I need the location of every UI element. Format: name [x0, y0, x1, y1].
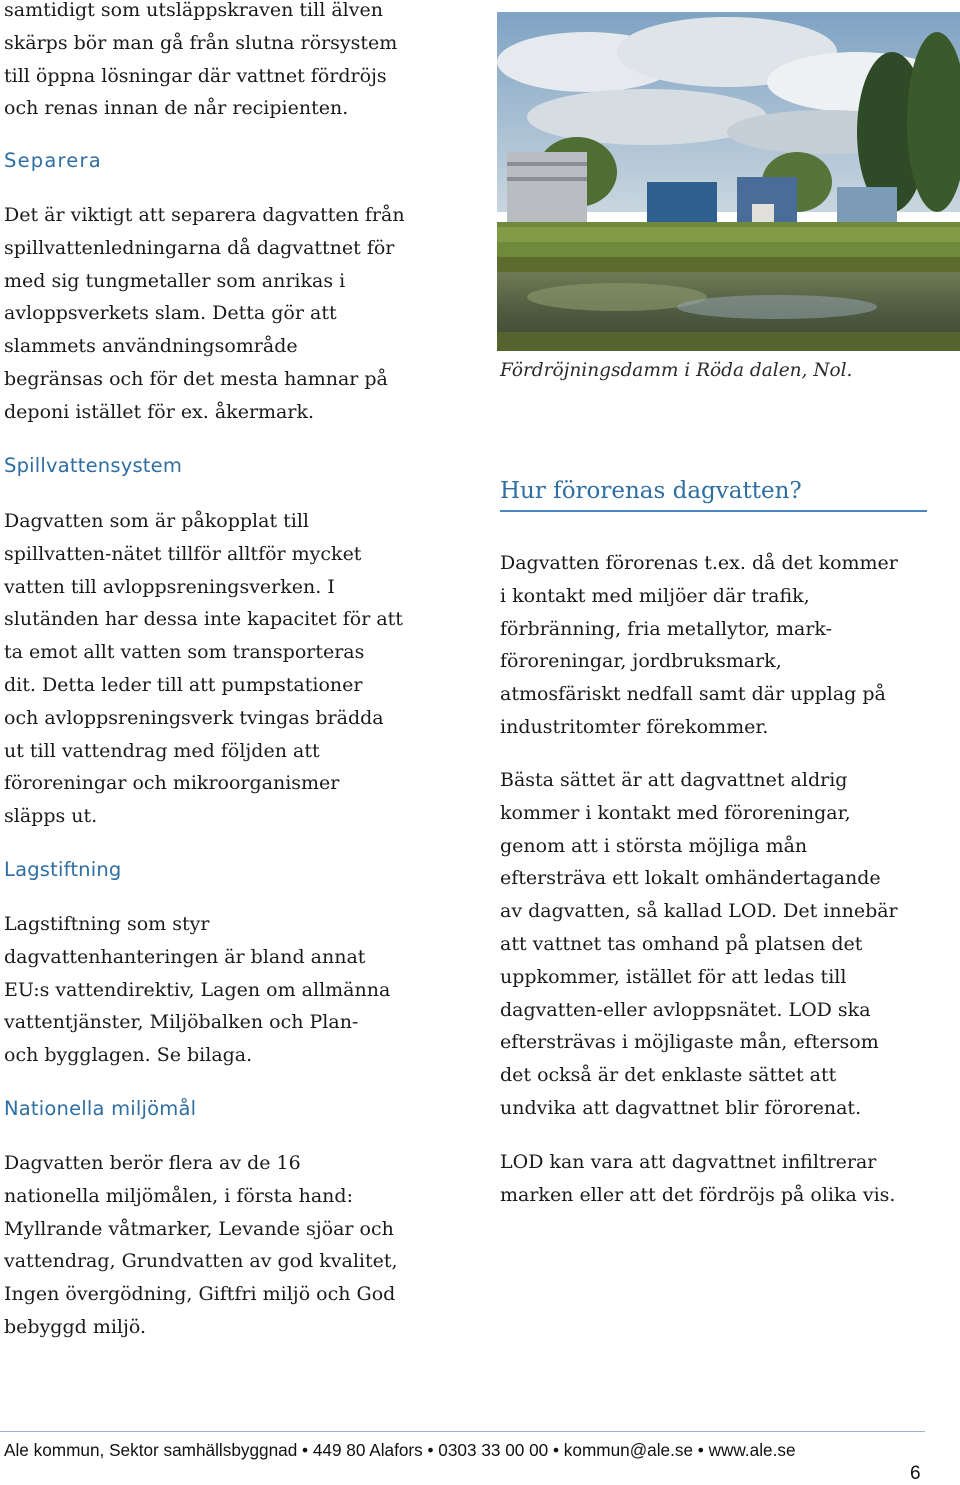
- text-line: samtidigt som utsläppskraven till älven: [4, 0, 383, 21]
- text-line: ta emot allt vatten som transporteras: [4, 641, 365, 664]
- heading-hur-fororenas-dagvatten: Hur förorenas dagvatten?: [500, 478, 927, 512]
- lagstiftning-paragraph: [4, 908, 444, 1072]
- text-line: Bästa sättet är att dagvattnet aldrig: [500, 769, 848, 791]
- text-line: av dagvatten, så kallad LOD. Det innebär: [500, 900, 898, 923]
- text-line: genom att i största möjliga mån: [500, 834, 808, 857]
- text-line: vattentjänster, Miljöbalken och Plan-: [4, 1011, 359, 1034]
- text-line: nationella miljömålen, i första hand:: [4, 1184, 353, 1207]
- photo-caption: Fördröjningsdamm i Röda dalen, Nol.: [500, 360, 853, 381]
- footer-divider: [0, 1431, 925, 1432]
- text-line: Lagstiftning som styr: [4, 913, 210, 935]
- text-line: föroreningar, jordbruksmark,: [500, 650, 782, 673]
- spillvatten-paragraph: [4, 505, 444, 833]
- text-line: industritomter förekommer.: [500, 715, 769, 738]
- text-line: Dagvatten som är påkopplat till: [4, 510, 309, 532]
- text-line: det också är det enklaste sättet att: [500, 1064, 837, 1087]
- text-line: med sig tungmetaller som anrikas i: [4, 269, 346, 292]
- text-line: marken eller att det fördröjs på olika vis.: [500, 1183, 896, 1206]
- text-line: förbränning, fria metallytor, mark-: [500, 617, 832, 640]
- text-line: till öppna lösningar där vattnet fördröjs: [4, 64, 387, 87]
- text-line: och renas innan de når recipienten.: [4, 97, 349, 120]
- text-line: dit. Detta leder till att pumpstationer: [4, 673, 363, 696]
- text-line: eftersträva ett lokalt omhändertagande: [500, 867, 881, 890]
- text-line: Dagvatten förorenas t.ex. då det kommer: [500, 552, 898, 574]
- text-line: i kontakt med miljöer där trafik,: [500, 584, 810, 607]
- text-line: bebyggd miljö.: [4, 1315, 147, 1338]
- pond-photo: [497, 12, 960, 351]
- text-line: spillvattenledningarna då dagvattnet för: [4, 236, 395, 259]
- miljomal-paragraph: [4, 1147, 444, 1344]
- heading-nationella-miljomal: Nationella miljömål: [4, 1097, 197, 1120]
- text-line: kommer i kontakt med föroreningar,: [500, 801, 851, 824]
- page-number: 6: [910, 1463, 921, 1484]
- text-line: Dagvatten berör flera av de 16: [4, 1152, 301, 1174]
- text-line: släpps ut.: [4, 805, 98, 828]
- text-line: atmosfäriskt nedfall samt där upplag på: [500, 683, 886, 706]
- text-line: vattendrag, Grundvatten av god kvalitet,: [4, 1250, 398, 1273]
- heading-lagstiftning: Lagstiftning: [4, 858, 122, 881]
- lod-infiltration-paragraph: [500, 1146, 940, 1212]
- text-line: slutänden har dessa inte kapacitet för att: [4, 608, 403, 631]
- heading-separera: Separera: [4, 149, 102, 172]
- text-line: dagvattenhanteringen är bland annat: [4, 945, 366, 968]
- intro-paragraph: [4, 0, 444, 125]
- text-line: att vattnet tas omhand på platsen det: [500, 932, 863, 955]
- text-line: slammets användningsområde: [4, 335, 298, 358]
- text-line: föroreningar och mikroorganismer: [4, 772, 340, 795]
- text-line: deponi istället för ex. åkermark.: [4, 400, 315, 423]
- text-line: vatten till avloppsreningsverken. I: [4, 575, 335, 598]
- text-line: uppkommer, istället för att ledas till: [500, 965, 847, 988]
- text-line: Ingen övergödning, Giftfri miljö och God: [4, 1283, 396, 1306]
- fororenas-paragraph: [500, 547, 940, 744]
- text-line: Det är viktigt att separera dagvatten från: [4, 204, 405, 226]
- text-line: Myllrande våtmarker, Levande sjöar och: [4, 1217, 394, 1240]
- text-line: och bygglagen. Se bilaga.: [4, 1044, 253, 1067]
- text-line: och avloppsreningsverk tvingas brädda: [4, 706, 384, 729]
- text-line: skärps bör man gå från slutna rörsystem: [4, 31, 398, 54]
- text-line: avloppsverkets slam. Detta gör att: [4, 302, 337, 325]
- text-line: spillvatten-nätet tillför alltför mycket: [4, 542, 362, 565]
- text-line: EU:s vattendirektiv, Lagen om allmänna: [4, 978, 391, 1001]
- text-line: dagvatten-eller avloppsnätet. LOD ska: [500, 998, 871, 1021]
- text-line: ut till vattendrag med följden att: [4, 739, 320, 762]
- separera-paragraph: [4, 199, 444, 429]
- text-line: undvika att dagvattnet blir förorenat.: [500, 1096, 862, 1119]
- text-line: begränsas och för det mesta hamnar på: [4, 367, 388, 390]
- text-line: eftersträvas i möjligaste mån, eftersom: [500, 1031, 879, 1054]
- text-line: LOD kan vara att dagvattnet infiltrerar: [500, 1151, 877, 1173]
- lod-paragraph: [500, 764, 940, 1125]
- footer-contact: Ale kommun, Sektor samhällsbyggnad • 449 80 Alafors • 0303 33 00 00 • kommun@ale.se • www.ale.se: [4, 1440, 796, 1460]
- heading-spillvattensystem: Spillvattensystem: [4, 454, 183, 477]
